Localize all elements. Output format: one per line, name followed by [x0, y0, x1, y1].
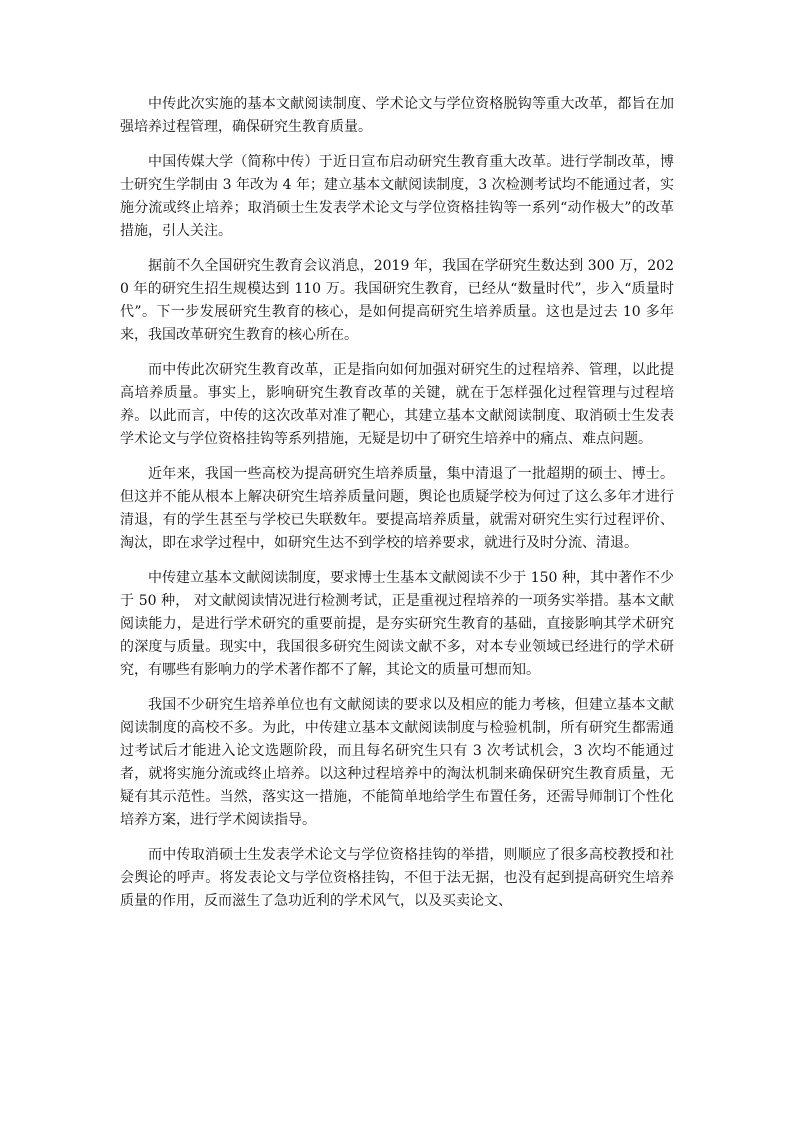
paragraph-2: 中国传媒大学（简称中传）于近日宣布启动研究生教育重大改革。进行学制改革，博士研究生学制由 3 年改为 4 年；建立基本文献阅读制度，3 次检测考试均不能通过者，实施分流或终止培养；取消硕士生发表学术论文与学位资格挂钩等一系列“动作极大”的改革措施，引人关注。 — [120, 154, 674, 239]
paragraph-7: 我国不少研究生培养单位也有文献阅读的要求以及相应的能力考核，但建立基本文献阅读制度的高校不多。为此，中传建立基本文献阅读制度与检验机制，所有研究生都需通过考试后才能进入论文选题阶段，而且每名研究生只有 3 次考试机会，3 次均不能通过者，就将实施分流或终止培养。以这种过程培养中的淘汰机制来确保研究生教育质量，无疑有其示范性。当然，落实这一措施，不能简单地给学生布置任务，还需导师制订个性化培养方案，进行学术阅读指导。 — [120, 697, 674, 828]
paragraph-3: 据前不久全国研究生教育会议消息，2019 年，我国在学研究生数达到 300 万，2020 年的研究生招生规模达到 110 万。我国研究生教育，已经从“数量时代”，步入“质量时代”。下一步发展研究生教育的核心，是如何提高研究生培养质量。这也是过去 10 多年来，我国改革研究生教育的核心所在。 — [120, 258, 674, 343]
paragraph-5: 近年来，我国一些高校为提高研究生培养质量，集中清退了一批超期的硕士、博士。但这并不能从根本上解决研究生培养质量问题，舆论也质疑学校为何过了这么多年才进行清退，有的学生甚至与学校已失联数年。要提高培养质量，就需对研究生实行过程评价、淘汰，即在求学过程中，如研究生达不到学校的培养要求，就进行及时分流、清退。 — [120, 466, 674, 551]
article-body — [120, 93, 674, 925]
paragraph-6: 中传建立基本文献阅读制度，要求博士生基本文献阅读不少于 150 种，其中著作不少于 50 种， 对文献阅读情况进行检测考试，正是重视过程培养的一项务实举措。基本文献阅读能力，是进行学术研究的重要前提，是夯实研究生教育的基础，直接影响其学术研究的深度与质量。现实中，我国很多研究生阅读文献不多，对本专业领域已经进行的学术研究，有哪些有影响力的学术著作都不了解，其论文的质量可想而知。 — [120, 570, 674, 678]
paragraph-8: 而中传取消硕士生发表学术论文与学位资格挂钩的举措，则顺应了很多高校教授和社会舆论的呼声。将发表论文与学位资格挂钩，不但于法无据，也没有起到提高研究生培养质量的作用，反而滋生了急功近利的学术风气，以及买卖论文、 — [120, 847, 674, 909]
paragraph-1: 中传此次实施的基本文献阅读制度、学术论文与学位资格脱钩等重大改革，都旨在加强培养过程管理，确保研究生教育质量。 — [120, 96, 674, 135]
paragraph-4: 而中传此次研究生教育改革，正是指向如何加强对研究生的过程培养、管理，以此提高培养质量。事实上，影响研究生教育改革的关键，就在于怎样强化过程管理与过程培养。以此而言，中传的这次改革对准了靶心，其建立基本文献阅读制度、取消硕士生发表学术论文与学位资格挂钩等系列措施，无疑是切中了研究生培养中的痛点、难点问题。 — [120, 362, 674, 447]
